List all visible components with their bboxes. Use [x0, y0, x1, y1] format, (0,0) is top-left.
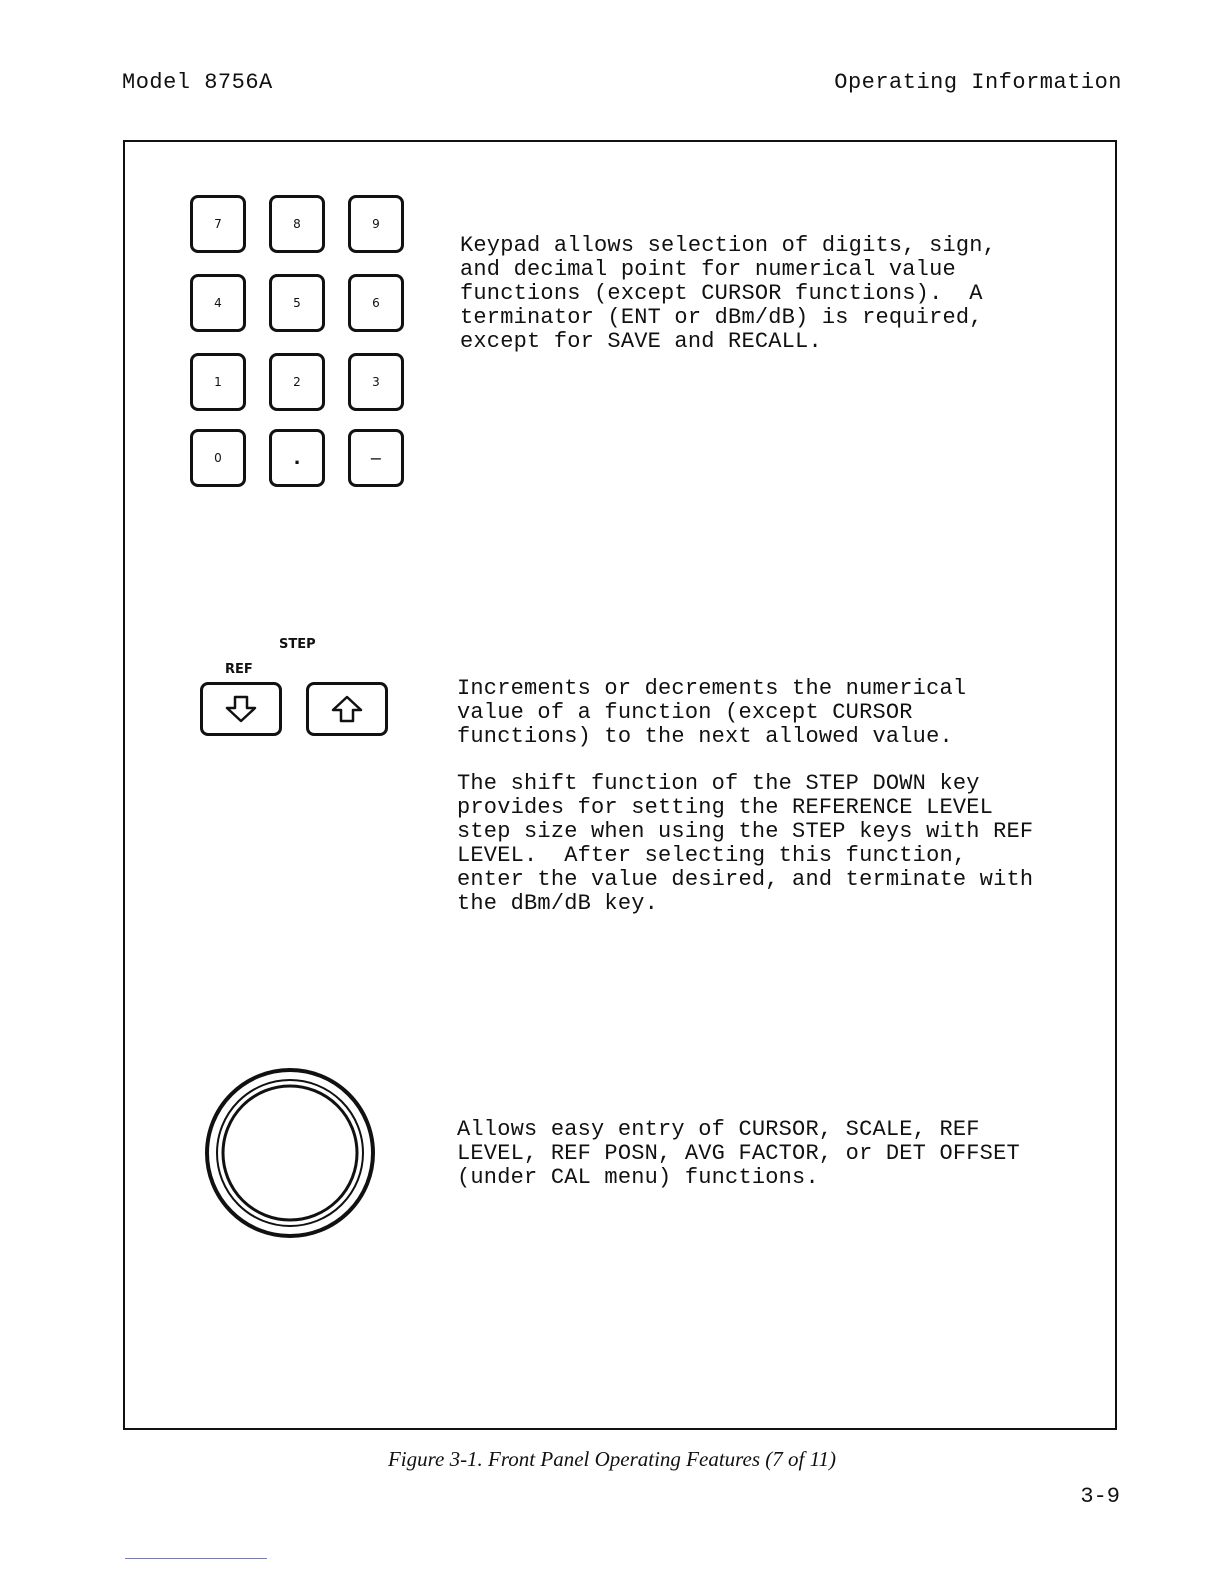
key-1[interactable]: 1: [190, 353, 246, 411]
step-up-button[interactable]: [306, 682, 388, 736]
step-shift-description: The shift function of the STEP DOWN key provides for setting the REFERENCE LEVEL step size when using the STEP keys with REF LEVEL. After selecting this function, enter the value desired, and terminate with the dBm/dB key.: [457, 771, 1034, 916]
step-down-button[interactable]: [200, 682, 282, 736]
header-model: Model 8756A: [122, 70, 273, 95]
key-4[interactable]: 4: [190, 274, 246, 332]
arrow-up-outline-icon: [329, 694, 365, 724]
key-0[interactable]: 0: [190, 429, 246, 487]
key-decimal-point[interactable]: .: [269, 429, 325, 487]
step-description: Increments or decrements the numerical value of a function (except CURSOR functions) to the next allowed value.: [457, 676, 967, 749]
key-minus-sign[interactable]: −: [348, 429, 404, 487]
key-7[interactable]: 7: [190, 195, 246, 253]
page-number: 3-9: [1080, 1484, 1120, 1509]
header-section: Operating Information: [834, 70, 1122, 95]
keypad-description: Keypad allows selection of digits, sign, and decimal point for numerical value functions (except CURSOR functions). A terminator (ENT or dBm/dB) is required, except for SAVE and RECALL.: [460, 233, 997, 354]
figure-caption: Figure 3-1. Front Panel Operating Features (7 of 11): [387, 1447, 837, 1471]
key-8[interactable]: 8: [269, 195, 325, 253]
ref-label: REF: [225, 662, 253, 677]
knob-description: Allows easy entry of CURSOR, SCALE, REF LEVEL, REF POSN, AVG FACTOR, or DET OFFSET (under CAL menu) functions.: [457, 1117, 1020, 1190]
key-6[interactable]: 6: [348, 274, 404, 332]
key-5[interactable]: 5: [269, 274, 325, 332]
footer-rule: [125, 1558, 267, 1559]
step-label: STEP: [279, 637, 316, 652]
key-2[interactable]: 2: [269, 353, 325, 411]
key-3[interactable]: 3: [348, 353, 404, 411]
key-9[interactable]: 9: [348, 195, 404, 253]
arrow-down-outline-icon: [223, 694, 259, 724]
rotary-knob-icon[interactable]: [203, 1066, 377, 1240]
